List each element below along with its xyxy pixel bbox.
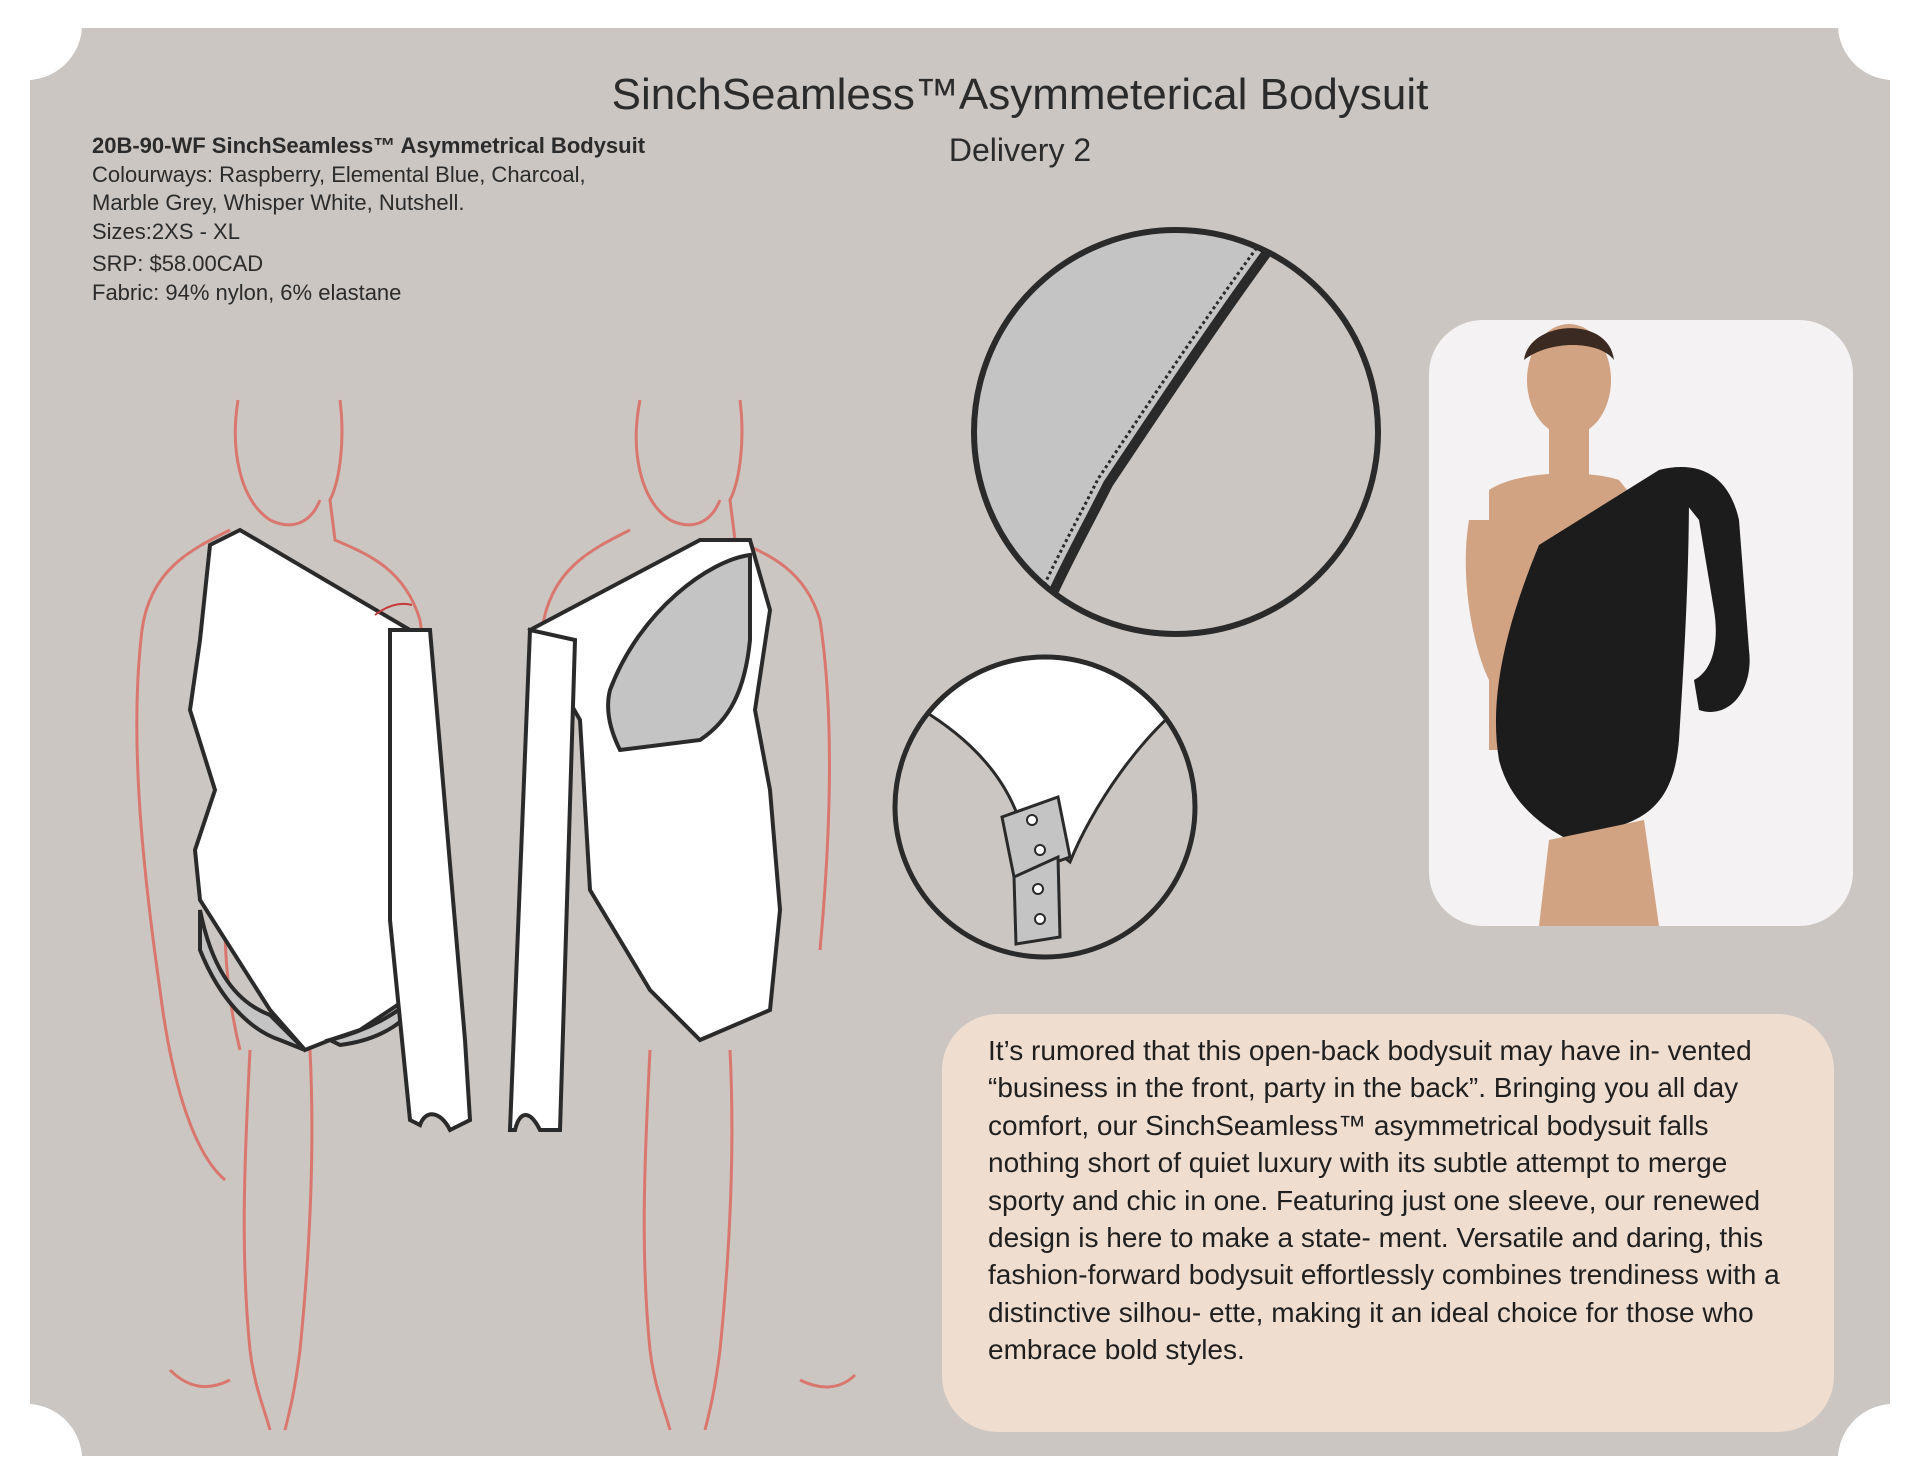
description-text: It’s rumored that this open-back bodysuit may have in- vented “business in the front, party in the back”. Bringing you all day comfort, our SinchSeamless™ asymmetrical bodysuit falls nothing short of quiet luxury with its subtle attempt to merge sporty and chic in one. Featuring just one sleeve, our renewed design is here to make a state- ment. Versatile and daring, this fashion-forward bodysuit effortlessly combines trendiness with a distinctive silhou- ette, making it an ideal choice for those who embrace bold styles.	[988, 1035, 1780, 1366]
gusset-snap-detail-circle	[890, 652, 1200, 962]
back-flat-sketch	[500, 390, 880, 1430]
srp: SRP: $58.00CAD	[92, 251, 264, 276]
model-photo	[1429, 320, 1853, 926]
model-photo-illustration	[1429, 320, 1853, 926]
neckline-detail-circle	[968, 224, 1384, 640]
style-code: 20B-90-WF SinchSeamless™ Asymmetrical Bodysuit	[92, 133, 646, 158]
description-panel	[942, 1014, 1834, 1432]
sizes: Sizes:2XS - XL	[92, 218, 240, 244]
fabric: Fabric: 94% nylon, 6% elastane	[92, 279, 402, 305]
colourways-line-2: Marble Grey, Whisper White, Nutshell.	[92, 190, 465, 215]
front-sleeve-sketch	[370, 620, 480, 1140]
spec-block	[92, 132, 645, 307]
colourways-line-1: Colourways: Raspberry, Elemental Blue, Charcoal,	[92, 161, 586, 187]
page-title: SinchSeamless™Asymmeterical Bodysuit	[611, 70, 1429, 119]
page-subtitle: Delivery 2	[948, 132, 1092, 168]
